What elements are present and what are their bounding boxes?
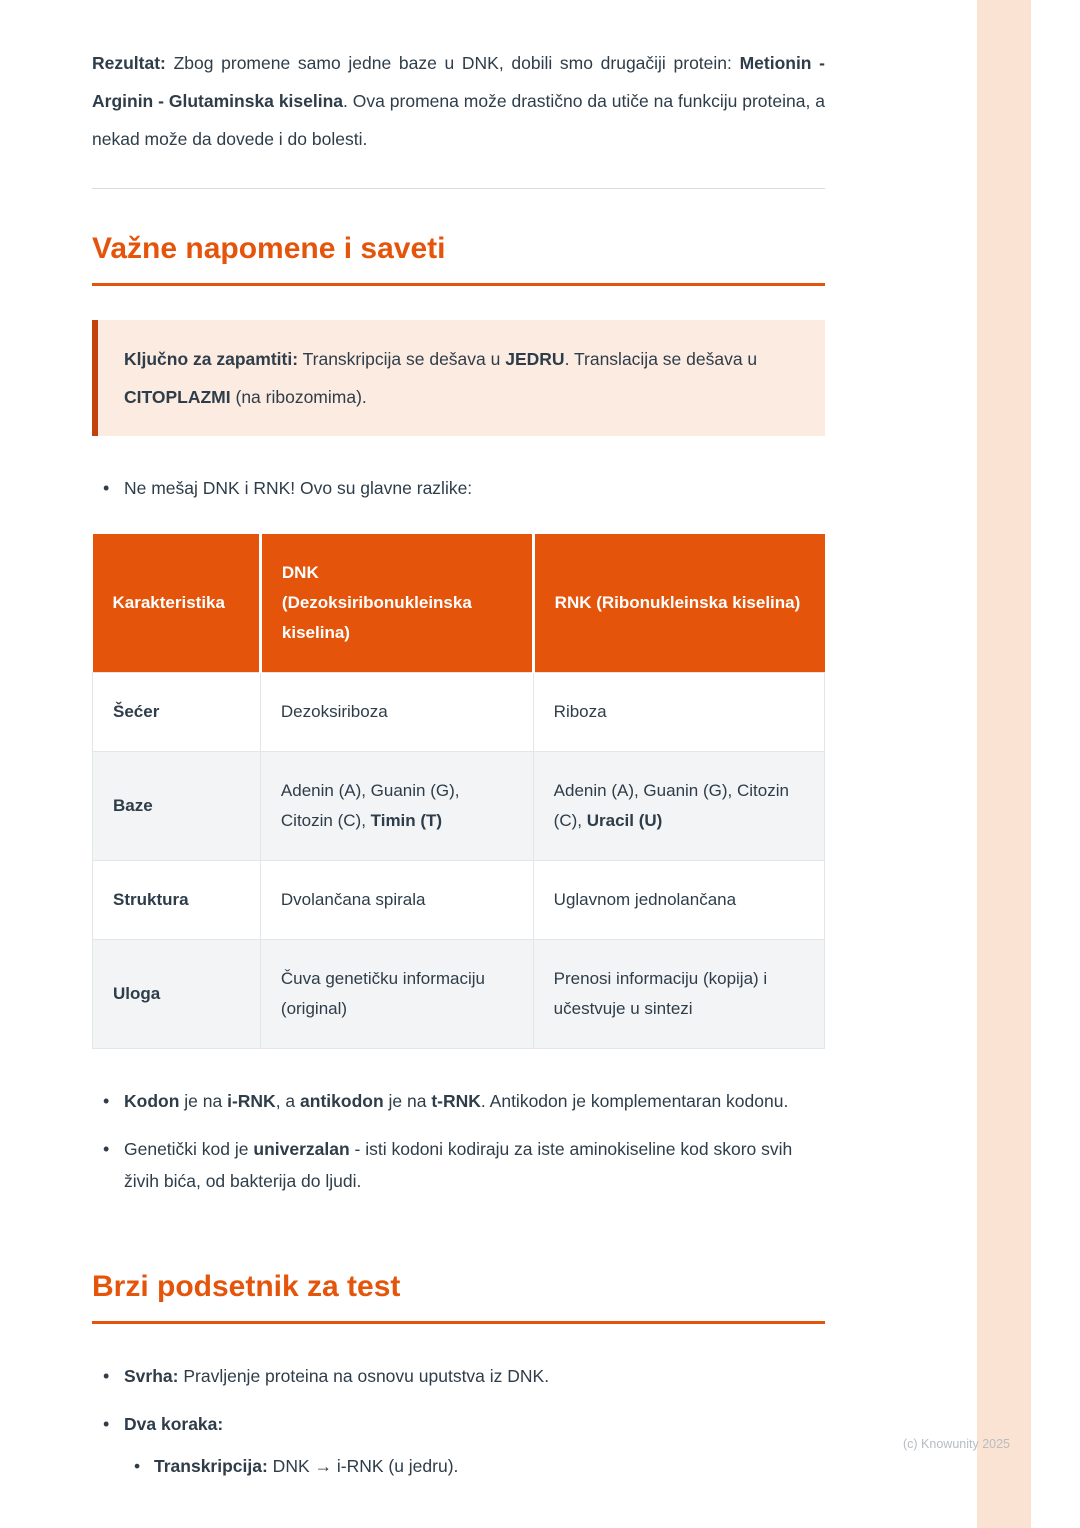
table-row-struktura (93, 861, 825, 940)
bold-antikodon: antikodon (300, 1091, 384, 1111)
bold-trnk: t-RNK (431, 1091, 481, 1111)
notes-list (92, 472, 825, 504)
table-row-baze (93, 752, 825, 861)
cell-text-segment: Adenin (A), Guanin (G), Citozin (C), (280, 781, 460, 830)
text-segment: je na (179, 1091, 228, 1111)
table-cell-rnk: Riboza (533, 673, 824, 752)
dnk-rnk-comparison-table (92, 534, 825, 1049)
table-header-karakteristika: Karakteristika (93, 534, 261, 673)
steps-sub-list (124, 1450, 825, 1482)
callout-lead-bold: Ključno za zapamtiti: (124, 349, 299, 369)
table-cell-dnk: Dezoksiriboza (260, 673, 533, 752)
intro-paragraph (92, 44, 825, 158)
callout-text-segment: (na ribozomima). (230, 387, 367, 407)
table-row-secer (93, 673, 825, 752)
intro-text-segment: Zbog promene samo jedne baze u DNK, dobili smo drugačiji protein: (165, 53, 740, 73)
table-cell-dnk: Dvolančana spirala (260, 861, 533, 940)
intro-bold-protein: Metionin - Arginin - Glutaminska kiselina (92, 53, 825, 111)
bold-univerzalan: univerzalan (253, 1139, 350, 1159)
table-header-rnk: RNK (Ribonukleinska kiselina) (533, 534, 824, 673)
text-segment: je na (383, 1091, 432, 1111)
text-segment: Pravljenje proteina na osnovu uputstva iz DNK. (178, 1366, 550, 1386)
table-cell-rnk: Uglavnom jednolančana (533, 861, 824, 940)
cell-text-segment: Adenin (A), Guanin (G), Citozin (C), (553, 781, 789, 830)
bold-svrha: Svrha: (124, 1366, 179, 1386)
bold-kodon: Kodon (124, 1091, 180, 1111)
text-segment: , a (275, 1091, 301, 1111)
table-cell-dnk (260, 752, 533, 861)
table-row-uloga (93, 940, 825, 1049)
text-segment: . Antikodon je komplementaran kodonu. (480, 1091, 789, 1111)
section-title-vazne-napomene: Važne napomene i saveti (92, 231, 825, 286)
bold-dva-koraka: Dva koraka: (124, 1414, 224, 1434)
text-segment: Genetički kod je (124, 1139, 254, 1159)
intro-lead-bold: Rezultat: (92, 53, 166, 73)
text-segment: - isti kodoni kodiraju za iste aminokiseline kod skoro svih živih bića, od bakterija do ljudi. (124, 1139, 793, 1191)
table-cell-dnk: Čuva genetičku informaciju (original) (260, 940, 533, 1049)
intro-text-segment: . Ova promena može drastično da utiče na funkciju proteina, a nekad može da dovede i do bolesti. (92, 91, 825, 149)
list-item-dva-koraka (92, 1408, 825, 1482)
callout-bold-jedru: JEDRU (505, 349, 565, 369)
bold-irnk: i-RNK (227, 1091, 276, 1111)
document-page (92, 0, 825, 1482)
list-item-kodon (92, 1085, 825, 1117)
reminder-list (92, 1360, 825, 1482)
callout-text-segment: . Translacija se dešava u (564, 349, 758, 369)
table-row-label: Uloga (93, 940, 261, 1049)
bold-transkripcija: Transkripcija: (154, 1456, 268, 1476)
key-note-callout (92, 320, 825, 436)
list-item-transkripcija (124, 1450, 825, 1482)
list-item-svrha (92, 1360, 825, 1392)
callout-bold-citoplazmi: CITOPLAZMI (124, 387, 231, 407)
table-row-label: Baze (93, 752, 261, 861)
table-cell-rnk: Prenosi informaciju (kopija) i učestvuje u sintezi (533, 940, 824, 1049)
callout-text-segment: Transkripcija se dešava u (298, 349, 506, 369)
section-divider (92, 188, 825, 189)
table-header-dnk: DNK (Dezoksiribonukleinska kiselina) (260, 534, 533, 673)
table-header-row (93, 534, 825, 673)
cell-bold-uracil: Uracil (U) (586, 811, 663, 830)
text-segment: DNK → i-RNK (u jedru). (267, 1456, 459, 1476)
cell-bold-timin: Timin (T) (370, 811, 443, 830)
list-item-univerzalan (92, 1133, 825, 1197)
list-item-ne-mesaj: • Ne mešaj DNK i RNK! Ovo su glavne razlike: (92, 472, 825, 504)
section-title-brzi-podsetnik: Brzi podsetnik za test (92, 1269, 825, 1324)
page-edge-decoration (977, 0, 1031, 1528)
table-row-label: Šećer (93, 673, 261, 752)
copyright-watermark: (c) Knowunity 2025 (903, 1437, 1011, 1451)
notes-list-after-table (92, 1085, 825, 1197)
table-row-label: Struktura (93, 861, 261, 940)
table-cell-rnk (533, 752, 824, 861)
